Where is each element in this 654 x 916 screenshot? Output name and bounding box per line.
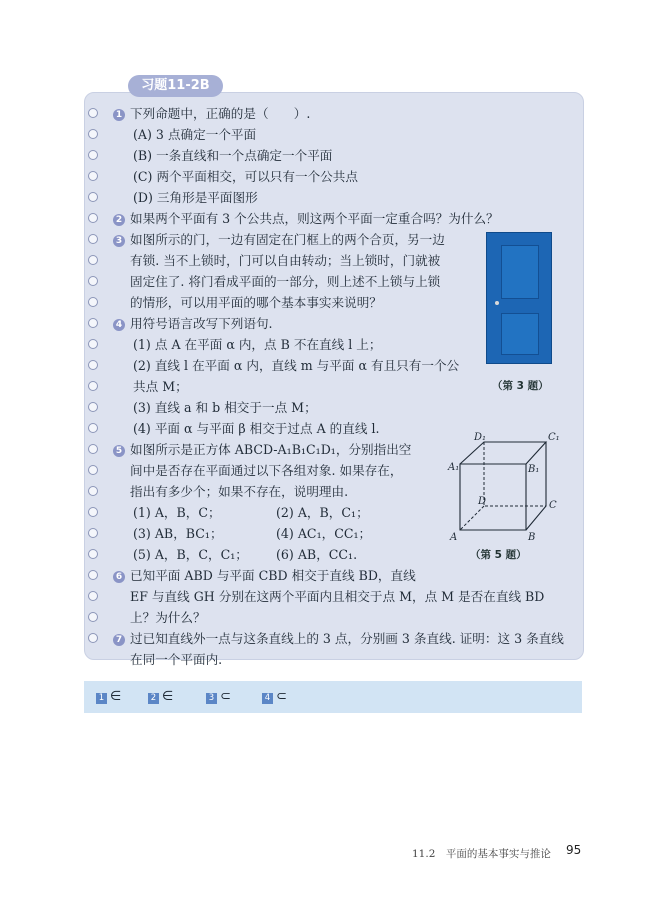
ring-icon [88, 444, 98, 454]
question-6-line: 上？为什么？ [130, 610, 206, 625]
cube-front-face [460, 464, 526, 530]
question-number-badge: 1 [113, 109, 125, 121]
page-number: 95 [566, 843, 582, 857]
footer-section-title: 11.2 平面的基本事实与推论 [412, 848, 551, 860]
door-panel-bottom [501, 313, 539, 355]
question-4-item: (4) 平面 α 与平面 β 相交于过点 A 的直线 l. [133, 421, 380, 436]
ring-icon [88, 129, 98, 139]
ring-icon [88, 234, 98, 244]
question-5-line: 间中是否存在平面通过以下各组对象. 如果存在， [130, 463, 403, 478]
cube-label-a: A [450, 532, 458, 543]
question-4-item: (1) 点 A 在平面 α 内，点 B 不在直线 l 上； [133, 337, 382, 352]
cube-top-edges [460, 442, 546, 464]
question-3-line: 固定住了. 将门看成平面的一部分，则上述不上锁与上锁 [130, 274, 441, 289]
ring-icon [88, 150, 98, 160]
ring-icon [88, 591, 98, 601]
question-5-item: (4) AC₁，CC₁； [276, 526, 372, 541]
answer-item: 4 ⊂ [262, 689, 287, 704]
question-5-item: (1) A，B，C； [133, 505, 221, 520]
ring-icon [88, 402, 98, 412]
ring-icon [88, 507, 98, 517]
question-4-item: (3) 直线 a 和 b 相交于一点 M； [133, 400, 317, 415]
question-6-line: EF 与直线 GH 分别在这两个平面内且相交于点 M，点 M 是否在直线 BD [130, 589, 545, 604]
door-knob-icon [495, 301, 499, 305]
ring-icon [88, 360, 98, 370]
ring-icon [88, 171, 98, 181]
notebook-rings [88, 100, 102, 660]
question-5-item: (6) AB，CC₁. [276, 547, 358, 562]
question-5-item: (5) A，B，C，C₁； [133, 547, 248, 562]
answer-item: 3 ⊂ [206, 689, 231, 704]
section-tag: 习题11-2B [128, 75, 223, 97]
ring-icon [88, 633, 98, 643]
question-3-line: 有锁. 当不上锁时，门可以自由转动；当上锁时，门就被 [130, 253, 441, 268]
question-7-line: 在同一个平面内. [130, 652, 223, 667]
answer-number-badge: 3 [206, 693, 217, 704]
question-1-stem: 1 下列命题中，正确的是（ ）. [113, 103, 310, 124]
answer-bar [84, 681, 582, 713]
cube-figure [438, 428, 578, 546]
question-4-item: 共点 M； [133, 379, 188, 394]
question-5-line: 指出有多少个；如果不存在，说明理由. [130, 484, 349, 499]
question-number-badge: 2 [113, 214, 125, 226]
ring-icon [88, 549, 98, 559]
answer-item: 1 ∈ [96, 689, 121, 704]
question-4-line: 4 用符号语言改写下列语句. [113, 313, 273, 334]
answer-number-badge: 4 [262, 693, 273, 704]
question-1-option-d: (D) 三角形是平面图形 [133, 190, 258, 205]
question-number-badge: 3 [113, 235, 125, 247]
cube-label-b1: B₁ [528, 464, 540, 475]
cube-label-a1: A₁ [448, 462, 460, 473]
question-number-badge: 5 [113, 445, 125, 457]
question-3-line: 3 如图所示的门，一边有固定在门框上的两个合页，另一边 [113, 229, 445, 250]
figure-3-caption: （第 3 题） [492, 380, 549, 392]
ring-icon [88, 486, 98, 496]
cube-label-d: D [478, 496, 487, 507]
question-1-option-a: (A) 3 点确定一个平面 [133, 127, 257, 142]
ring-icon [88, 255, 98, 265]
answer-item: 2 ∈ [148, 689, 173, 704]
answer-number-badge: 2 [148, 693, 159, 704]
cube-label-d1: D₁ [474, 432, 487, 443]
answer-number-badge: 1 [96, 693, 107, 704]
ring-icon [88, 297, 98, 307]
question-1-option-b: (B) 一条直线和一个点确定一个平面 [133, 148, 333, 163]
question-4-item: (2) 直线 l 在平面 α 内，直线 m 与平面 α 有且只有一个公 [133, 358, 460, 373]
cube-label-c: C [549, 500, 557, 511]
ring-icon [88, 213, 98, 223]
question-5-line: 5 如图所示是正方体 ABCD-A₁B₁C₁D₁，分别指出空 [113, 439, 411, 460]
cube-side-edges [526, 442, 546, 530]
question-7-line: 7 过已知直线外一点与这条直线上的 3 点，分别画 3 条直线. 证明：这 3 条直线 [113, 628, 564, 649]
figure-5-caption: （第 5 题） [470, 549, 527, 561]
question-number-badge: 6 [113, 571, 125, 583]
question-3-line: 的情形，可以用平面的哪个基本事实来说明？ [130, 295, 382, 310]
door-figure [486, 232, 552, 364]
cube-hidden-edge [460, 506, 484, 530]
question-5-item: (2) A，B，C₁； [276, 505, 369, 520]
question-5-item: (3) AB，BC₁； [133, 526, 223, 541]
question-6-line: 6 已知平面 ABD 与平面 CBD 相交于直线 BD，直线 [113, 565, 416, 586]
door-panel-top [501, 245, 539, 299]
ring-icon [88, 276, 98, 286]
question-2: 2 如果两个平面有 3 个公共点，则这两个平面一定重合吗？为什么？ [113, 208, 499, 229]
question-number-badge: 4 [113, 319, 125, 331]
question-number-badge: 7 [113, 634, 125, 646]
question-1-option-c: (C) 两个平面相交，可以只有一个公共点 [133, 169, 358, 184]
ring-icon [88, 465, 98, 475]
ring-icon [88, 381, 98, 391]
cube-label-b: B [528, 532, 536, 543]
ring-icon [88, 570, 98, 580]
ring-icon [88, 108, 98, 118]
ring-icon [88, 423, 98, 433]
ring-icon [88, 528, 98, 538]
cube-label-c1: C₁ [548, 432, 560, 443]
ring-icon [88, 192, 98, 202]
ring-icon [88, 612, 98, 622]
ring-icon [88, 339, 98, 349]
ring-icon [88, 318, 98, 328]
